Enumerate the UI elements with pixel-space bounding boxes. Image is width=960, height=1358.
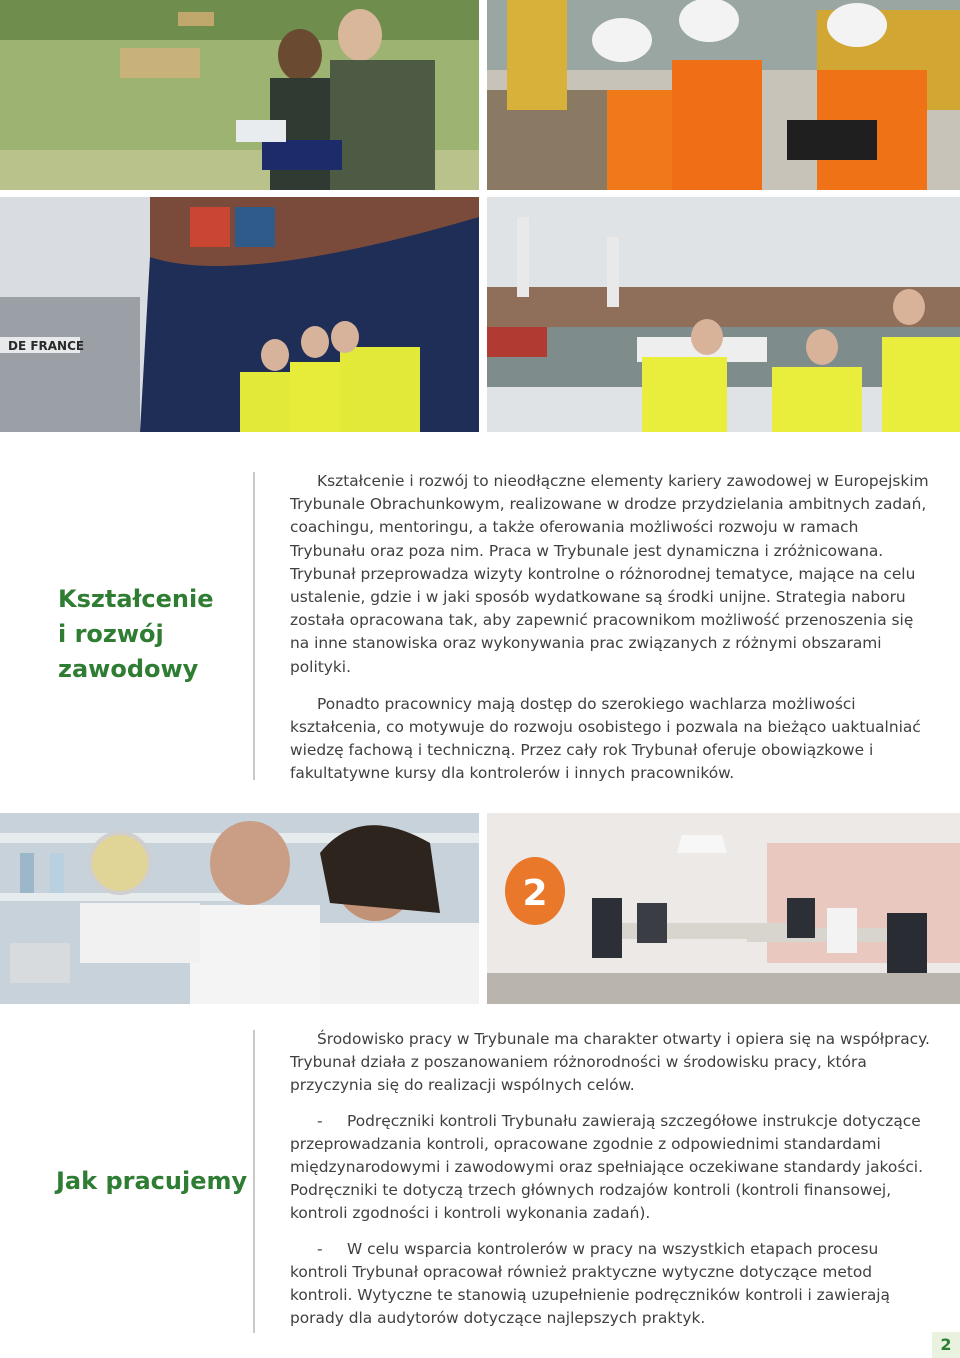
photo-field-inspection [0,0,479,190]
training-paragraph-1: Kształcenie i rozwój to nieodłączne elementy kariery zawodowej w Europejskim Trybunale Obrachunkowym, realizowane w drodze przydzielania ambitnych zadań, coachingu, mentoringu, a także oferowania możliwości rozwoju w ramach Trybunału oraz poza nim. Praca w Trybunale jest dynamiczna i zróżnicowana. Trybunał przeprowadza wizyty kontrolne o różnorodnej tematyce, mające na celu ustalenie, gdzie i w jaki sposób wydatkowane są środki unijne. Strategia naboru została opracowana tak, aby zapewnić pracownikom możliwość przenoszenia się na inne stanowiska oraz wykonywania prac związanych z różnymi obszarami polityki. [290,472,929,676]
photo-meeting-room [487,813,960,1004]
photo-container-ship [0,197,479,432]
section-title-how-we-work: Jak pracujemy [56,1167,248,1195]
section-divider-training [253,472,255,780]
meeting-room-sign: 2 [522,873,548,914]
how-we-work-bullet-1: - Podręczniki kontroli Trybunału zawierają szczegółowe instrukcje dotyczące przeprowadzania kontroli, opracowane zgodnie z odpowiednimi standardami międzynarodowymi i zawodowymi oraz spełniające oczekiwane standardy jakości. Podręczniki te dotyczą trzech głównych rodzajów kontroli (kontroli finansowej, kontroli zgodności i kontroli wykonania zadań). [290,1111,923,1223]
photo-laboratory [0,813,479,1004]
how-we-work-bullet-2: - W celu wsparcia kontrolerów w pracy na wszystkich etapach procesu kontroli Trybunał opracował również praktyczne wytyczne dotyczące metod kontroli. Wytyczne te stanowią uzupełnienie podręczników kontroli i zawierają porady dla audytorów dotyczące najlepszych praktyk. [290,1239,890,1328]
training-paragraph-2: Ponadto pracownicy mają dostęp do szerokiego wachlarza możliwości kształcenia, co motywuje do rozwoju osobistego i pozwala na bieżąco uaktualniać wiedzę fachową i techniczną. Przez cały rok Trybunał oferuje obowiązkowe i fakultatywne kursy dla kontrolerów i innych pracowników. [290,694,921,783]
photo-port-group [487,197,960,432]
ship-sign: DE FRANCE [8,339,85,353]
how-we-work-text [290,1028,930,1330]
page-number: 2 [932,1332,960,1358]
how-we-work-intro: Środowisko pracy w Trybunale ma charakter otwarty i opiera się na współpracy. Trybunał działa z poszanowaniem różnorodności w środowisku pracy, która przyczynia się do realizacji wspólnych celów. [290,1030,930,1095]
bullet-marker: - [317,1239,323,1258]
section-title-training: Kształcenie i rozwój zawodowy [58,585,214,683]
bullet-marker: - [317,1111,323,1130]
photo-construction-site [487,0,960,190]
section-divider-how-we-work [253,1030,255,1333]
training-text [290,470,930,786]
